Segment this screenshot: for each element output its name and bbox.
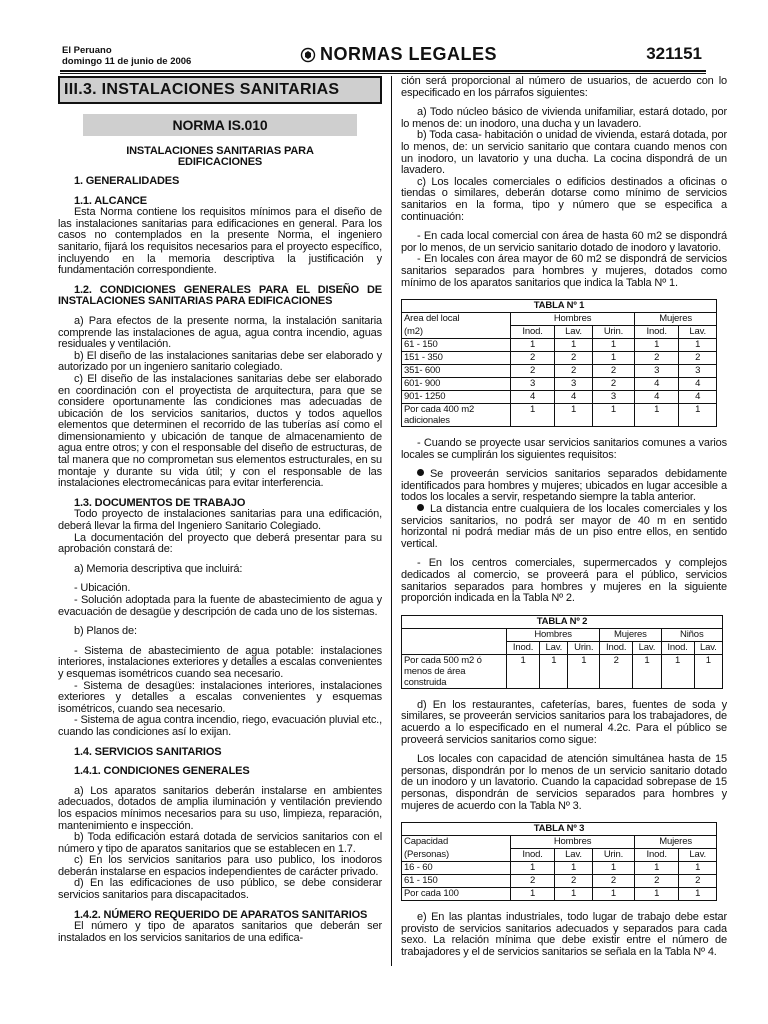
table-cell: 61 - 150 — [402, 875, 511, 888]
paragraph-memoria: a) Memoria descriptiva que incluirá: — [74, 562, 243, 575]
heading-condiciones-generales: 1.4.1. CONDICIONES GENERALES — [74, 765, 250, 778]
table-1-title: TABLA Nº 1 — [402, 300, 717, 313]
table-3-hombres: Hombres — [511, 836, 635, 849]
table-cell: 1 — [507, 654, 540, 688]
table-cell: 2 — [635, 352, 679, 365]
header-divider-thin — [60, 73, 706, 74]
masthead — [62, 45, 191, 67]
table-2-hombres: Hombres — [507, 628, 600, 641]
bullet-text: Se proveerán servicios sanitarios separados debidamente identificados para hombres y mujeres; ubicados en lugar accesible a todos los locales a servir, respetando siempre la tabla anterior. — [401, 468, 727, 504]
table-row — [402, 339, 717, 352]
paragraph-servicios-comunes: - Cuando se proyecte usar servicios sanitarios comunes a varios locales se cumplirán los siguientes requisitos: — [401, 437, 727, 461]
table-2-blank — [402, 628, 507, 641]
table-1-col: Urin. — [592, 326, 634, 339]
table-cell: 2 — [635, 875, 679, 888]
table-cell: 4 — [679, 378, 717, 391]
table-3-col: Inod. — [511, 849, 555, 862]
table-row — [402, 875, 717, 888]
table-cell: 1 — [555, 862, 593, 875]
table-row — [402, 391, 717, 404]
paragraph-numero-requerido: El número y tipo de aparatos sanitarios que deberán ser instalados en los servicios sanitarios de una edifica- — [58, 920, 382, 944]
table-cell: 3 — [635, 365, 679, 378]
table-cell: 1 — [592, 404, 634, 427]
table-cell: 3 — [511, 378, 555, 391]
table-cell: 4 — [679, 391, 717, 404]
table-1-col: Lav. — [679, 326, 717, 339]
table-cell: 1 — [511, 888, 555, 901]
table-row — [402, 888, 717, 901]
table-cell — [402, 404, 511, 427]
paragraph-bullet-separados — [401, 469, 727, 504]
paragraph-plano-incendio: - Sistema de agua contra incendio, riego, evacuación pluvial etc., cuando las condiciones así lo exijan. — [58, 714, 382, 738]
paragraph-plano-agua: - Sistema de abastecimiento de agua potable: instalaciones interiores, instalaciones exteriores y detalles a escalas convenientes y esquemas isométricos cuando sea necesario. — [58, 644, 382, 680]
paragraph-condiciones-a: a) Para efectos de la presente norma, la instalación sanitaria comprende las instalaciones de agua, agua contra incendio, aguas residuales y ventilación. — [58, 314, 382, 351]
document-title-line-2: EDIFICACIONES — [177, 156, 263, 168]
table-cell: 1 — [592, 352, 634, 365]
table-cell: 2 — [511, 352, 555, 365]
table-cell: 351- 600 — [402, 365, 511, 378]
table-1-col: Inod. — [511, 326, 555, 339]
table-row — [402, 404, 717, 427]
table-cell: 61 - 150 — [402, 339, 511, 352]
table-2-row-label-2: menos de área — [404, 665, 466, 677]
paragraph-documentos-2: La documentación del proyecto que deberá presentar para su aprobación constará de: — [58, 531, 382, 556]
table-cell: 4 — [635, 378, 679, 391]
section-header — [300, 44, 497, 65]
table-3-cap-label: Capacidad — [402, 836, 511, 849]
table-cell: 2 — [600, 654, 633, 688]
table-1-area-label: Area del local — [402, 313, 511, 326]
table-2-row-label-3: construida — [404, 676, 447, 688]
paragraph-plantas-industriales: e) En las plantas industriales, todo lugar de trabajo debe estar provisto de servicios sanitarios adecuados y separados para cada sexo. La relación mínima que debe existir entre el número de trabajadores y el de servicios sanitarios se señala en la Tabla Nº 4. — [401, 911, 727, 958]
table-cell: 2 — [592, 365, 634, 378]
paragraph-capacidad: Los locales con capacidad de atención simultánea hasta de 15 personas, dispondrán por lo menos de un servicio sanitario dotado de un inodoro y un lavatorio. Cuando la capacidad sobrepase de 15 personas, dispondrán de servicios separados para hombres y mujeres de acuerdo con la Tabla Nº 3. — [401, 753, 727, 812]
table-cell: 2 — [511, 365, 555, 378]
table-cell: 1 — [592, 339, 634, 352]
table-row — [402, 352, 717, 365]
table-cell: 1 — [679, 888, 717, 901]
column-divider — [391, 76, 392, 966]
paragraph-vivienda-a: a) Todo núcleo básico de vivienda unifamiliar, estará dotado, por lo menos de: un inodoro, una ducha y un lavadero. — [401, 106, 727, 130]
paragraph-vivienda-b: b) Toda casa- habitación o unidad de vivienda, estará dotada, por lo menos, de: un servicio sanitario que contara cuando menos con un inodoro, un lavatorio y una ducha. La cocina dispondrá de un lavadero. — [401, 129, 727, 177]
table-cell: 1 — [633, 654, 661, 688]
table-2-col: Urin. — [568, 641, 600, 654]
table-2-ninos: Niños — [661, 628, 722, 641]
table-cell: 2 — [555, 365, 593, 378]
table-cell: 3 — [555, 378, 593, 391]
paragraph-servicios-c: c) En los servicios sanitarios para uso publico, los inodoros deberán instalarse en espacios independientes de carácter privado. — [58, 854, 382, 878]
table-cell: 16 - 60 — [402, 862, 511, 875]
table-2-col: Inod. — [600, 641, 633, 654]
bullet-icon — [417, 504, 424, 511]
table-cell: 2 — [679, 875, 717, 888]
heading-documentos: 1.3. DOCUMENTOS DE TRABAJO — [74, 496, 246, 509]
publication-name: El Peruano — [62, 45, 112, 56]
paragraph-bullet-distancia — [401, 504, 727, 550]
right-column — [401, 76, 727, 959]
table-3-col: Urin. — [592, 849, 634, 862]
table-cell: 2 — [511, 875, 555, 888]
table-3-mujeres: Mujeres — [635, 836, 717, 849]
table-1-hombres: Hombres — [511, 313, 635, 326]
table-2-col: Lav. — [694, 641, 722, 654]
table-cell: 1 — [635, 404, 679, 427]
table-1-mujeres: Mujeres — [635, 313, 717, 326]
norma-title: NORMA IS.010 — [83, 114, 357, 136]
table-3-title: TABLA Nº 3 — [402, 823, 717, 836]
header-divider — [60, 70, 706, 72]
heading-servicios: 1.4. SERVICIOS SANITARIOS — [74, 745, 222, 758]
paragraph-continuation: ción será proporcional al número de usuarios, de acuerdo con lo especificado en los párrafos siguientes: — [401, 75, 727, 99]
table-cell: 2 — [555, 875, 593, 888]
table-2 — [401, 615, 723, 689]
table-cell: 1 — [694, 654, 722, 688]
table-cell: 4 — [555, 391, 593, 404]
table-cell: 1 — [635, 339, 679, 352]
section-name: NORMAS LEGALES — [320, 44, 498, 64]
table-1-col: Inod. — [635, 326, 679, 339]
bullet-icon — [417, 469, 424, 476]
paragraph-servicios-a: a) Los aparatos sanitarios deberán instalarse en ambientes adecuados, dotados de amplia iluminación y ventilación previendo los espacios mínimos necesarios para su uso, limpieza, reparación, mantenimiento e inspección. — [58, 784, 382, 832]
paragraph-servicios-d: d) En las edificaciones de uso público, se debe considerar servicios sanitarios para discapacitados. — [58, 877, 382, 902]
table-cell: 1 — [592, 888, 634, 901]
coat-of-arms-icon — [300, 47, 316, 63]
table-2-col: Lav. — [540, 641, 568, 654]
paragraph-locales-c: c) Los locales comerciales o edificios destinados a oficinas o tiendas o similares, deberán dotarse como mínimo de servicios sanitarios en la forma, tipo y número que se especifica a continuación: — [401, 175, 727, 223]
table-row — [402, 862, 717, 875]
table-1-last-label-2: adicionales — [404, 415, 450, 427]
table-cell: 1 — [635, 888, 679, 901]
section-title: III.3. INSTALACIONES SANITARIAS — [58, 76, 382, 104]
paragraph-condiciones-c: c) El diseño de las instalaciones sanitarias debe ser elaborado en coordinación con el proyectista de arquitectura, para que se considere oportunamente las condiciones mas adecuadas de ubicación de los servicios sanitarios, ductos y todos aquellos elementos que determinen el recorrido de las tuberías así como el dimensionamiento y ubicación de tanque de almacenamiento de agua entre otros; y con el responsable del diseño de estructuras, de tal manera que no comprometan sus elementos estructurales, en su montaje y durante su vida útil; y con el responsable de las instalaciones electromecánicas para evitar interferencia. — [58, 372, 382, 490]
table-3-col: Lav. — [679, 849, 717, 862]
table-cell: 2 — [592, 378, 634, 391]
table-cell: 1 — [511, 862, 555, 875]
table-cell: 2 — [679, 352, 717, 365]
table-cell: 3 — [592, 391, 634, 404]
paragraph-condiciones-b: b) El diseño de las instalaciones sanitarias debe ser elaborado y autorizado por un ingeniero sanitario colegiado. — [58, 349, 382, 374]
table-cell: 1 — [679, 862, 717, 875]
table-cell: 1 — [592, 862, 634, 875]
table-cell: 1 — [555, 404, 593, 427]
table-cell: 2 — [592, 875, 634, 888]
table-cell: 2 — [555, 352, 593, 365]
table-3-col: Lav. — [555, 849, 593, 862]
table-row — [402, 378, 717, 391]
table-cell: 1 — [661, 654, 694, 688]
paragraph-local-mayor-60: - En locales con área mayor de 60 m2 se dispondrá de servicios sanitarios separados para hombres y mujeres, dotados como mínimo de los aparatos sanitarios que indica la Tabla Nº 1. — [401, 253, 727, 289]
table-cell: 1 — [511, 404, 555, 427]
heading-numero-requerido: 1.4.2. NÚMERO REQUERIDO DE APARATOS SANITARIOS — [74, 908, 368, 921]
table-cell: 151 - 350 — [402, 352, 511, 365]
bullet-text: La distancia entre cualquiera de los locales comerciales y los servicios sanitarios, no podrá ser mayor de 40 m en sentido horizontal ni podrá mediar más de un piso entre ellos, en sentido vertical. — [401, 503, 727, 550]
paragraph-solucion: - Solución adoptada para la fuente de abastecimiento de agua y evacuación de desagüe y descripción de cada uno de los sistemas. — [58, 594, 382, 618]
paragraph-local-60: - En cada local comercial con área de hasta 60 m2 se dispondrá por lo menos, de un servicio sanitario dotado de inodoro y lavatorio. — [401, 230, 727, 254]
table-1-col: Lav. — [555, 326, 593, 339]
table-2-col: Inod. — [661, 641, 694, 654]
table-cell: 1 — [540, 654, 568, 688]
paragraph-alcance: Esta Norma contiene los requisitos mínimos para el diseño de las instalaciones sanitarias para edificaciones en general. Para los casos no contemplados en la presente Norma, el ingeniero sanitario, fijará los requisitos necesarios para el proyecto específico, incluyendo en la memoria descriptiva la justificación y fundamentación correspondiente. — [58, 206, 382, 277]
table-3-cap-unit: (Personas) — [402, 849, 511, 862]
table-cell: Por cada 100 — [402, 888, 511, 901]
table-cell: 1 — [679, 404, 717, 427]
table-2-blank — [402, 641, 507, 654]
table-2-col: Lav. — [633, 641, 661, 654]
paragraph-servicios-b: b) Toda edificación estará dotada de servicios sanitarios con el número y tipo de aparatos sanitarios que se establecen en 1.7. — [58, 831, 382, 855]
table-1-area-unit: (m2) — [402, 326, 511, 339]
paragraph-restaurantes-d: d) En los restaurantes, cafeterías, bares, fuentes de soda y similares, se proveerán servicios sanitarios para los trabajadores, de acuerdo a lo especificado en el numeral 4.2c. Para el público se proveerá servicios sanitarios como sigue: — [401, 698, 727, 746]
paragraph-plano-desague: - Sistema de desagües: instalaciones interiores, instalaciones exteriores y detalles a escalas convenientes y esquemas isométricos, cuando sea necesario. — [58, 679, 382, 715]
table-cell: 1 — [568, 654, 600, 688]
table-cell: 1 — [511, 339, 555, 352]
publication-date: domingo 11 de junio de 2006 — [62, 56, 192, 67]
table-2-mujeres: Mujeres — [600, 628, 661, 641]
table-cell: 1 — [679, 339, 717, 352]
table-2-col: Inod. — [507, 641, 540, 654]
table-1 — [401, 299, 717, 427]
table-cell: 1 — [555, 888, 593, 901]
table-row — [402, 654, 723, 688]
left-column — [58, 76, 382, 944]
table-cell: 3 — [679, 365, 717, 378]
table-2-row-label: Por cada 500 m2 ó — [404, 654, 482, 666]
paragraph-planos: b) Planos de: — [74, 625, 137, 638]
paragraph-centros-comerciales: - En los centros comerciales, supermercados y complejos dedicados al comercio, se proveerá para el público, servicios sanitarios separados para hombres y mujeres en la siguiente proporción indicada en la Tabla Nº 2. — [401, 557, 727, 605]
table-cell — [402, 654, 507, 688]
table-cell: 901- 1250 — [402, 391, 511, 404]
table-cell: 4 — [635, 391, 679, 404]
table-cell: 1 — [555, 339, 593, 352]
table-3-col: Inod. — [635, 849, 679, 862]
table-1-last-label: Por cada 400 m2 — [404, 404, 475, 416]
table-3 — [401, 822, 717, 901]
table-cell: 1 — [635, 862, 679, 875]
page-number: 321151 — [646, 44, 702, 63]
table-2-title: TABLA Nº 2 — [402, 615, 723, 628]
heading-condiciones: 1.2. CONDICIONES GENERALES PARA EL DISEÑO DE INSTALACIONES SANITARIAS PARA EDIFICACIONES — [58, 283, 382, 308]
table-cell: 601- 900 — [402, 378, 511, 391]
table-row — [402, 365, 717, 378]
heading-alcance: 1.1. ALCANCE — [74, 194, 147, 207]
paragraph-ubicacion: - Ubicación. — [74, 582, 131, 595]
document-title-line-1: INSTALACIONES SANITARIAS PARA — [126, 145, 314, 157]
heading-generalidades: 1. GENERALIDADES — [74, 175, 180, 187]
table-cell: 4 — [511, 391, 555, 404]
paragraph-documentos-1: Todo proyecto de instalaciones sanitarias para una edificación, deberá llevar la firma del Ingeniero Sanitario Colegiado. — [58, 508, 382, 533]
